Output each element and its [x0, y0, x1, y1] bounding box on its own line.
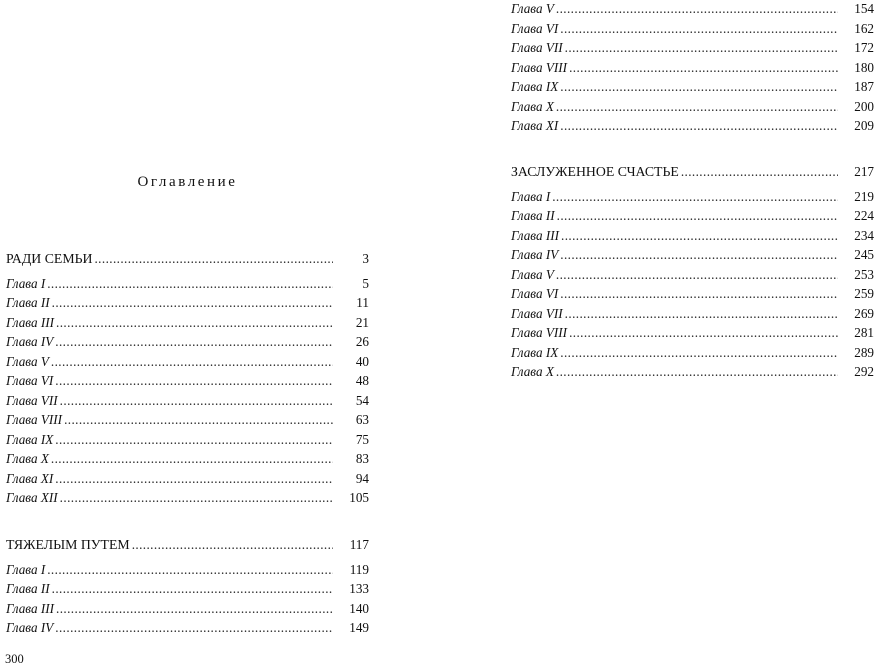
page-ref: 40: [355, 353, 369, 369]
chapter-label: Глава V: [511, 266, 554, 282]
chapter-label: Глава IX: [6, 431, 54, 447]
page-ref: 54: [355, 392, 369, 408]
toc-continuation: [511, 0, 874, 136]
toc-part-entry: [6, 535, 369, 555]
toc-chapter-entry: [511, 206, 874, 226]
toc-chapter-entry: [6, 579, 369, 599]
dot-leader: [552, 187, 838, 207]
chapter-label: Глава II: [6, 581, 50, 596]
chapter-label: Глава VI: [511, 286, 559, 301]
page-ref: 217: [854, 164, 874, 179]
page-ref: 94: [355, 470, 369, 486]
page-ref: 119: [349, 561, 369, 577]
dot-leader: [557, 206, 838, 226]
dot-leader: [132, 535, 333, 555]
dot-leader: [565, 38, 838, 58]
toc-chapter-entry: [511, 343, 874, 363]
dot-leader: [56, 313, 333, 333]
dot-leader: [60, 488, 333, 508]
toc-chapter-entry: [511, 226, 874, 246]
page-ref: 3: [362, 251, 369, 266]
page-ref: 63: [355, 412, 369, 427]
dot-leader: [560, 245, 838, 265]
page-ref: 180: [854, 59, 874, 75]
dot-leader: [55, 430, 333, 450]
page-ref: 140: [349, 600, 369, 616]
toc-chapter-entry: [511, 58, 874, 78]
toc-chapter-entry: [6, 371, 369, 391]
chapter-label: Глава V: [511, 1, 554, 16]
page-ref: 187: [854, 79, 874, 94]
toc-chapter-entry: [6, 618, 369, 638]
dot-leader: [64, 410, 333, 430]
page-ref: 154: [854, 1, 874, 16]
part-title: ТЯЖЕЛЫМ ПУТЕМ: [6, 537, 130, 552]
toc-heading: Оглавление: [137, 174, 238, 190]
chapter-label: Глава IV: [511, 247, 559, 262]
page-ref: 133: [349, 581, 369, 596]
page-ref: 162: [854, 20, 874, 36]
toc-chapter-entry: [511, 19, 874, 39]
chapter-label: Глава IX: [511, 79, 559, 94]
page-ref: 117: [349, 537, 369, 552]
dot-leader: [52, 579, 333, 599]
toc-chapter-entry: [6, 332, 369, 352]
toc-chapter-entry: [6, 293, 369, 313]
toc-chapter-entry: [511, 38, 874, 58]
toc-chapter-entry: [6, 313, 369, 333]
dot-leader: [55, 469, 333, 489]
page-number: 300: [5, 652, 24, 666]
chapter-label: Глава X: [6, 451, 49, 466]
page-ref: 259: [854, 286, 874, 301]
page-ref: 149: [349, 620, 369, 635]
dot-leader: [569, 323, 838, 343]
page-ref: 224: [854, 208, 874, 223]
toc-chapter-entry: [6, 449, 369, 469]
dot-leader: [55, 371, 333, 391]
chapter-label: Глава III: [6, 314, 55, 330]
dot-leader: [94, 249, 333, 269]
chapter-label: Глава XII: [6, 490, 58, 505]
chapter-label: Глава V: [6, 353, 49, 369]
dot-leader: [569, 58, 838, 78]
dot-leader: [60, 391, 333, 411]
chapter-label: Глава VIII: [511, 59, 568, 75]
toc-chapter-entry: [6, 352, 369, 372]
toc-section-tyazhelym-putem: [6, 535, 369, 638]
toc-chapter-entry: [511, 0, 874, 19]
chapter-label: Глава IX: [511, 344, 559, 360]
toc-section-radi-semi: [6, 249, 369, 508]
chapter-label: Глава VI: [511, 20, 559, 36]
toc-chapter-entry: [511, 304, 874, 324]
toc-chapter-entry: [6, 430, 369, 450]
chapter-label: Глава VIII: [511, 325, 568, 340]
chapter-label: Глава XI: [511, 118, 559, 133]
dot-leader: [556, 362, 838, 382]
toc-chapter-entry: [511, 116, 874, 136]
chapter-label: Глава I: [511, 188, 551, 204]
toc-chapter-entry: [511, 77, 874, 97]
toc-chapter-entry: [6, 469, 369, 489]
page-ref: 281: [854, 325, 874, 340]
page-ref: 289: [854, 344, 874, 360]
dot-leader: [560, 116, 838, 136]
toc-chapter-entry: [511, 323, 874, 343]
toc-chapter-entry: [511, 362, 874, 382]
page-ref: 21: [355, 314, 369, 330]
chapter-label: Глава X: [511, 364, 554, 379]
chapter-label: Глава IV: [6, 334, 54, 349]
page-ref: 172: [854, 40, 874, 55]
toc-chapter-entry: [6, 488, 369, 508]
page-ref: 209: [854, 118, 874, 133]
page-ref: 5: [362, 275, 369, 291]
dot-leader: [556, 0, 838, 19]
page-ref: 83: [355, 451, 369, 466]
dot-leader: [51, 352, 333, 372]
page-ref: 253: [854, 266, 874, 282]
page-ref: 200: [854, 98, 874, 114]
dot-leader: [556, 265, 838, 285]
dot-leader: [681, 162, 838, 182]
page-ref: 219: [854, 188, 874, 204]
chapter-label: Глава VII: [511, 305, 563, 321]
dot-leader: [56, 599, 333, 619]
toc-chapter-entry: [511, 97, 874, 117]
toc-chapter-entry: [511, 284, 874, 304]
dot-leader: [565, 304, 838, 324]
toc-chapter-entry: [6, 560, 369, 580]
chapter-label: Глава X: [511, 98, 554, 114]
dot-leader: [560, 284, 838, 304]
chapter-label: Глава II: [511, 208, 555, 223]
dot-leader: [55, 618, 333, 638]
toc-chapter-entry: [511, 245, 874, 265]
dot-leader: [560, 19, 838, 39]
toc-chapter-entry: [511, 265, 874, 285]
chapter-label: Глава VII: [511, 40, 563, 55]
chapter-label: Глава XI: [6, 470, 54, 486]
dot-leader: [556, 97, 838, 117]
dot-leader: [561, 226, 838, 246]
toc-part-entry: [6, 249, 369, 269]
dot-leader: [51, 449, 333, 469]
page-ref: 245: [854, 247, 874, 262]
part-title: РАДИ СЕМЬИ: [6, 251, 93, 266]
page-ref: 269: [854, 305, 874, 321]
page-ref: 234: [854, 227, 874, 243]
toc-chapter-entry: [6, 410, 369, 430]
chapter-label: Глава VI: [6, 373, 54, 388]
page-ref: 105: [349, 490, 369, 505]
toc-chapter-entry: [511, 187, 874, 207]
page-ref: 26: [355, 334, 369, 349]
page-ref: 292: [854, 364, 874, 379]
dot-leader: [47, 560, 333, 580]
page-ref: 48: [355, 373, 369, 388]
chapter-label: Глава III: [511, 227, 560, 243]
toc-part-entry: [511, 162, 874, 182]
dot-leader: [52, 293, 333, 313]
chapter-label: Глава I: [6, 561, 46, 577]
dot-leader: [560, 77, 838, 97]
chapter-label: Глава II: [6, 295, 50, 310]
dot-leader: [47, 274, 333, 294]
chapter-label: Глава III: [6, 600, 55, 616]
toc-chapter-entry: [6, 274, 369, 294]
page-ref: 75: [355, 431, 369, 447]
toc-chapter-entry: [6, 599, 369, 619]
chapter-label: Глава VII: [6, 392, 58, 408]
toc-section-zasluzhennoe-schastie: [511, 162, 874, 382]
chapter-label: Глава I: [6, 275, 46, 291]
toc-chapter-entry: [6, 391, 369, 411]
chapter-label: Глава IV: [6, 620, 54, 635]
dot-leader: [55, 332, 333, 352]
page-ref: 11: [356, 295, 369, 310]
dot-leader: [560, 343, 838, 363]
part-title: ЗАСЛУЖЕННОЕ СЧАСТЬЕ: [511, 164, 679, 179]
chapter-label: Глава VIII: [6, 412, 63, 427]
